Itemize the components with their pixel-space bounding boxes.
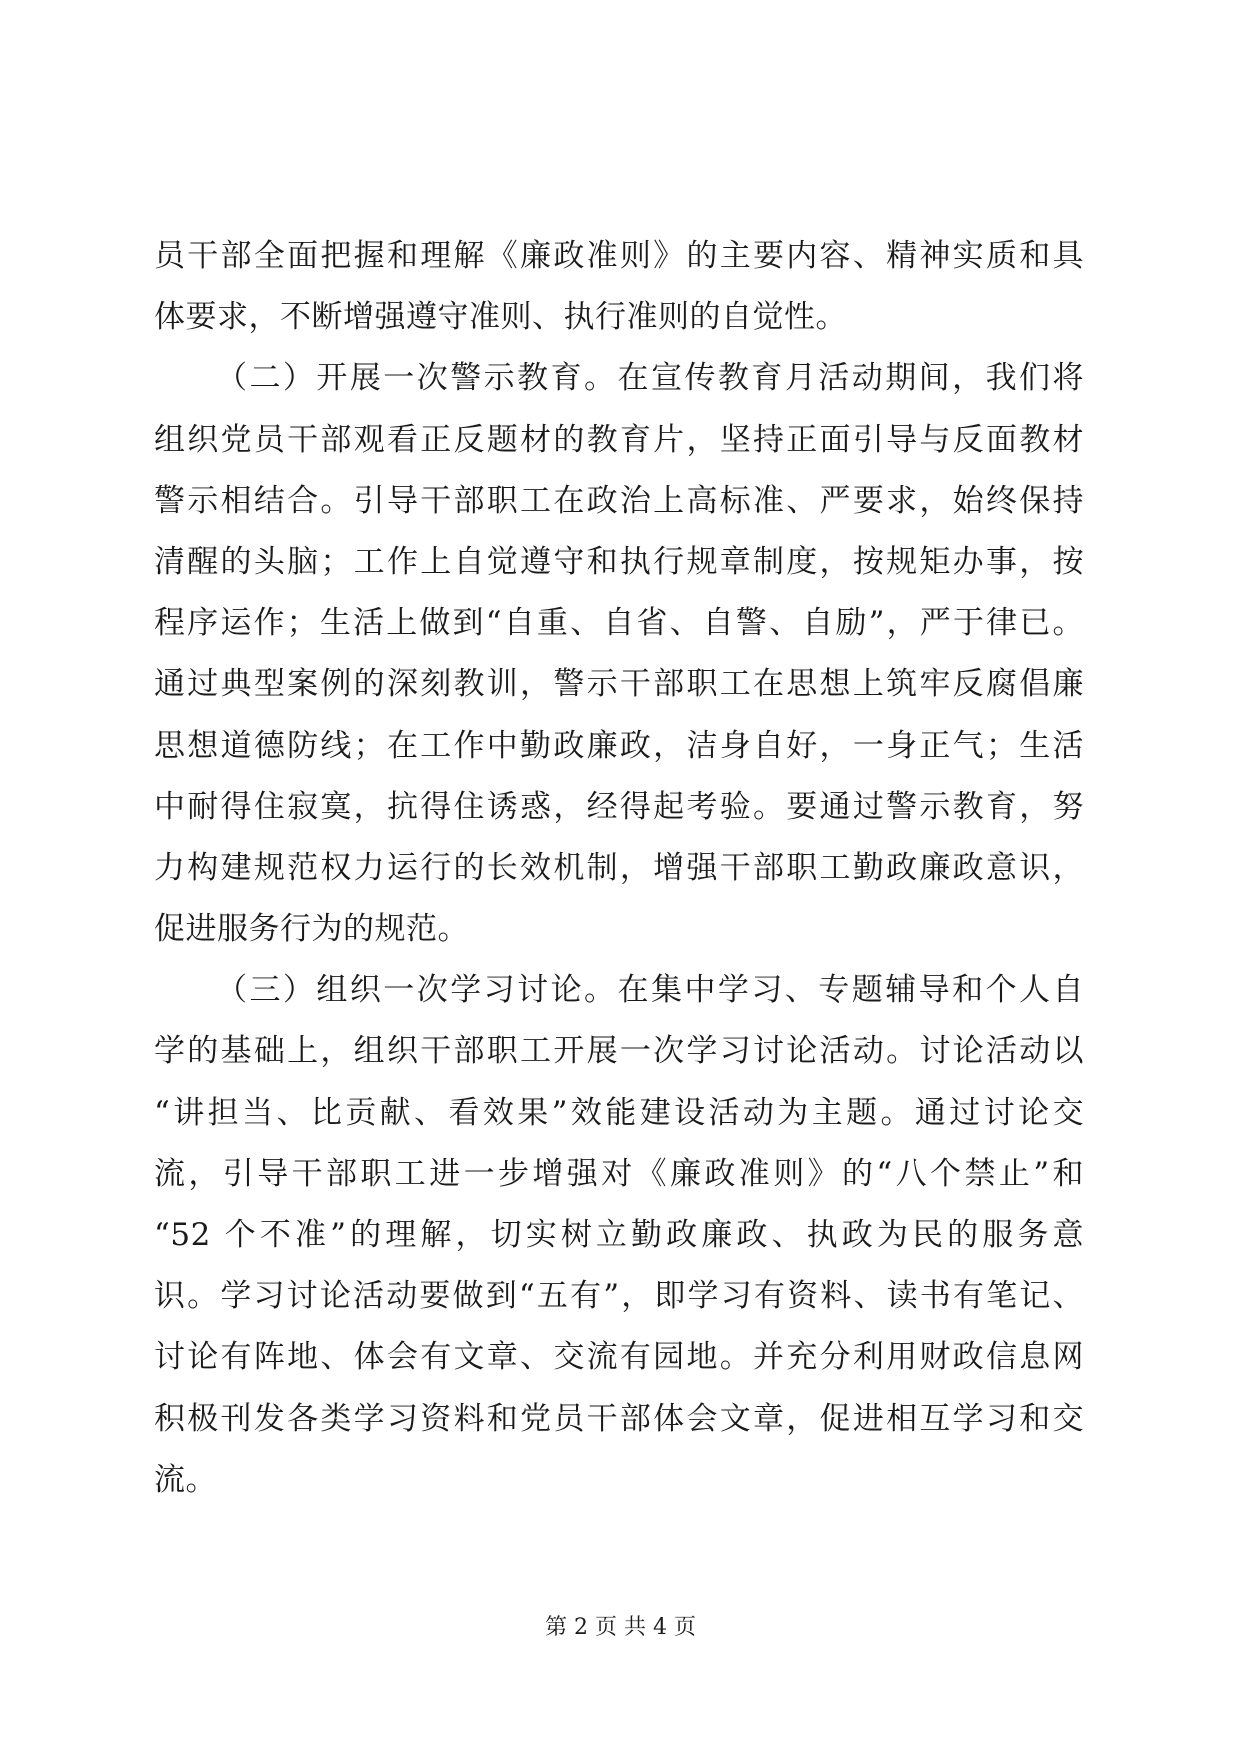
- text-line: （二）开展一次警示教育。在宣传教育月活动期间，我们将: [216, 360, 1084, 397]
- text-line: 思想道德防线；在工作中勤政廉政，洁身自好，一身正气；生活: [154, 727, 1084, 764]
- document-body: [154, 226, 1084, 1511]
- text-line: 组织党员干部观看正反题材的教育片，坚持正面引导与反面教材: [154, 421, 1084, 458]
- paragraph-1: [154, 226, 1084, 348]
- text-line: “讲担当、比贡献、看效果”效能建设活动为主题。通过讨论交: [154, 1094, 1084, 1131]
- text-line: 促进服务行为的规范。: [154, 911, 469, 948]
- text-line: 清醒的头脑；工作上自觉遵守和执行规章制度，按规矩办事，按: [154, 543, 1084, 580]
- text-line: 讨论有阵地、体会有文章、交流有园地。并充分利用财政信息网: [154, 1339, 1084, 1376]
- text-line: 中耐得住寂寞，抗得住诱惑，经得起考验。要通过警示教育，努: [154, 788, 1084, 825]
- text-line: 流。: [154, 1461, 217, 1498]
- text-line: 积极刊发各类学习资料和党员干部体会文章，促进相互学习和交: [154, 1400, 1084, 1437]
- page-number-footer: 第 2 页 共 4 页: [545, 1615, 696, 1640]
- paragraph-3: [154, 960, 1084, 1511]
- text-line: 力构建规范权力运行的长效机制，增强干部职工勤政廉政意识，: [154, 849, 1084, 886]
- text-line: （三）组织一次学习讨论。在集中学习、专题辅导和个人自: [216, 972, 1084, 1009]
- paragraph-2: [154, 348, 1084, 960]
- text-line: 员干部全面把握和理解《廉政准则》的主要内容、精神实质和具: [154, 238, 1084, 274]
- text-line: “52 个不准”的理解，切实树立勤政廉政、执政为民的服务意: [154, 1217, 1084, 1253]
- text-line: 通过典型案例的深刻教训，警示干部职工在思想上筑牢反腐倡廉: [154, 666, 1084, 703]
- text-line: 体要求，不断增强遵守准则、执行准则的自觉性。: [154, 299, 847, 336]
- text-line: 流，引导干部职工进一步增强对《廉政准则》的“八个禁止”和: [154, 1155, 1084, 1192]
- text-line: 程序运作；生活上做到“自重、自省、自警、自励”，严于律已。: [154, 605, 1084, 642]
- text-line: 识。学习讨论活动要做到“五有”，即学习有资料、读书有笔记、: [154, 1278, 1084, 1315]
- text-line: 学的基础上，组织干部职工开展一次学习讨论活动。讨论活动以: [154, 1033, 1084, 1070]
- text-line: 警示相结合。引导干部职工在政治上高标准、严要求，始终保持: [154, 482, 1084, 519]
